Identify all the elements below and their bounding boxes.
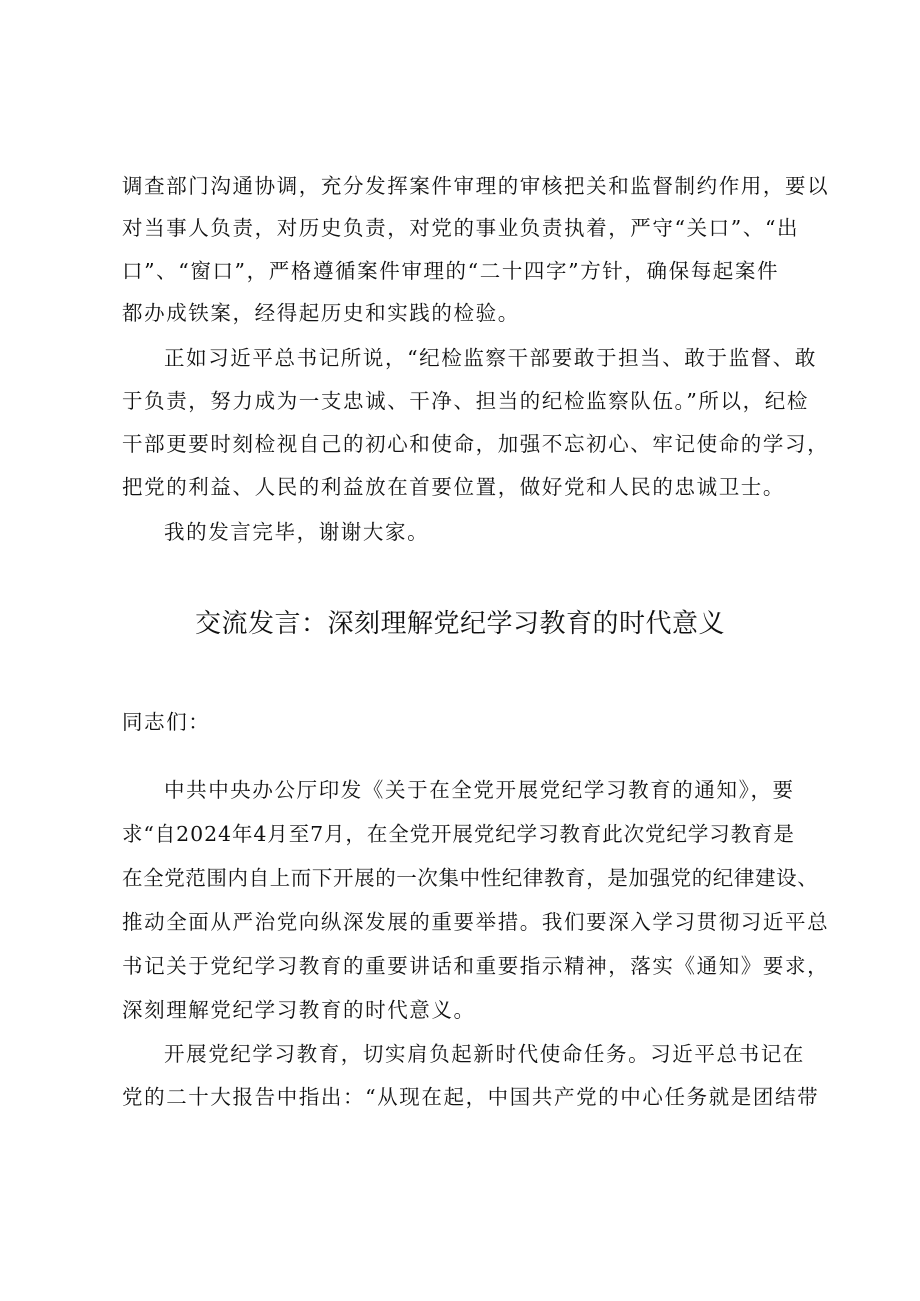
paragraph-line: 干部更要时刻检视自己的初心和使命，加强不忘初心、牢记使命的学习， (122, 432, 830, 456)
salutation: 同志们： (122, 710, 211, 734)
paragraph-line: 调查部门沟通协调，充分发挥案件审理的审核把关和监督制约作用，要以 (122, 174, 830, 198)
paragraph-line: 中共中央办公厅印发《关于在全党开展党纪学习教育的通知》，要 (164, 778, 795, 802)
paragraph-line: 求“自2024年4月至7月，在全党开展党纪学习教育此次党纪学习教育是 (122, 822, 795, 846)
paragraph-line: 推动全面从严治党向纵深发展的重要举措。我们要深入学习贯彻习近平总 (122, 910, 830, 934)
paragraph-line: 于负责，努力成为一支忠诚、干净、担当的纪检监察队伍。”所以，纪检 (122, 389, 809, 413)
paragraph-line: 深刻理解党纪学习教育的时代意义。 (122, 998, 476, 1022)
paragraph-line: 开展党纪学习教育，切实肩负起新时代使命任务。习近平总书记在 (164, 1042, 805, 1066)
paragraph-line: 正如习近平总书记所说，“纪检监察干部要敢于担当、敢于监督、敢 (164, 346, 817, 370)
article-title: 交流发言：深刻理解党纪学习教育的时代意义 (194, 609, 725, 639)
paragraph-line: 党的二十大报告中指出：“从现在起，中国共产党的中心任务就是团结带 (122, 1085, 820, 1109)
paragraph-line: 口”、“窗口”，严格遵循案件审理的“二十四字”方针，确保每起案件 (122, 259, 780, 283)
paragraph-line: 把党的利益、人民的利益放在首要位置，做好党和人民的忠诚卫士。 (122, 475, 785, 499)
paragraph-line: 书记关于党纪学习教育的重要讲话和重要指示精神，落实《通知》要求， (122, 954, 830, 978)
paragraph-line: 都办成铁案，经得起历史和实践的检验。 (122, 301, 520, 325)
paragraph-line: 对当事人负责，对历史负责，对党的事业负责执着，严守“关口”、“出 (122, 216, 800, 240)
closing-line: 我的发言完毕，谢谢大家。 (164, 520, 430, 544)
paragraph-line: 在全党范围内自上而下开展的一次集中性纪律教育，是加强党的纪律建设、 (122, 866, 819, 890)
